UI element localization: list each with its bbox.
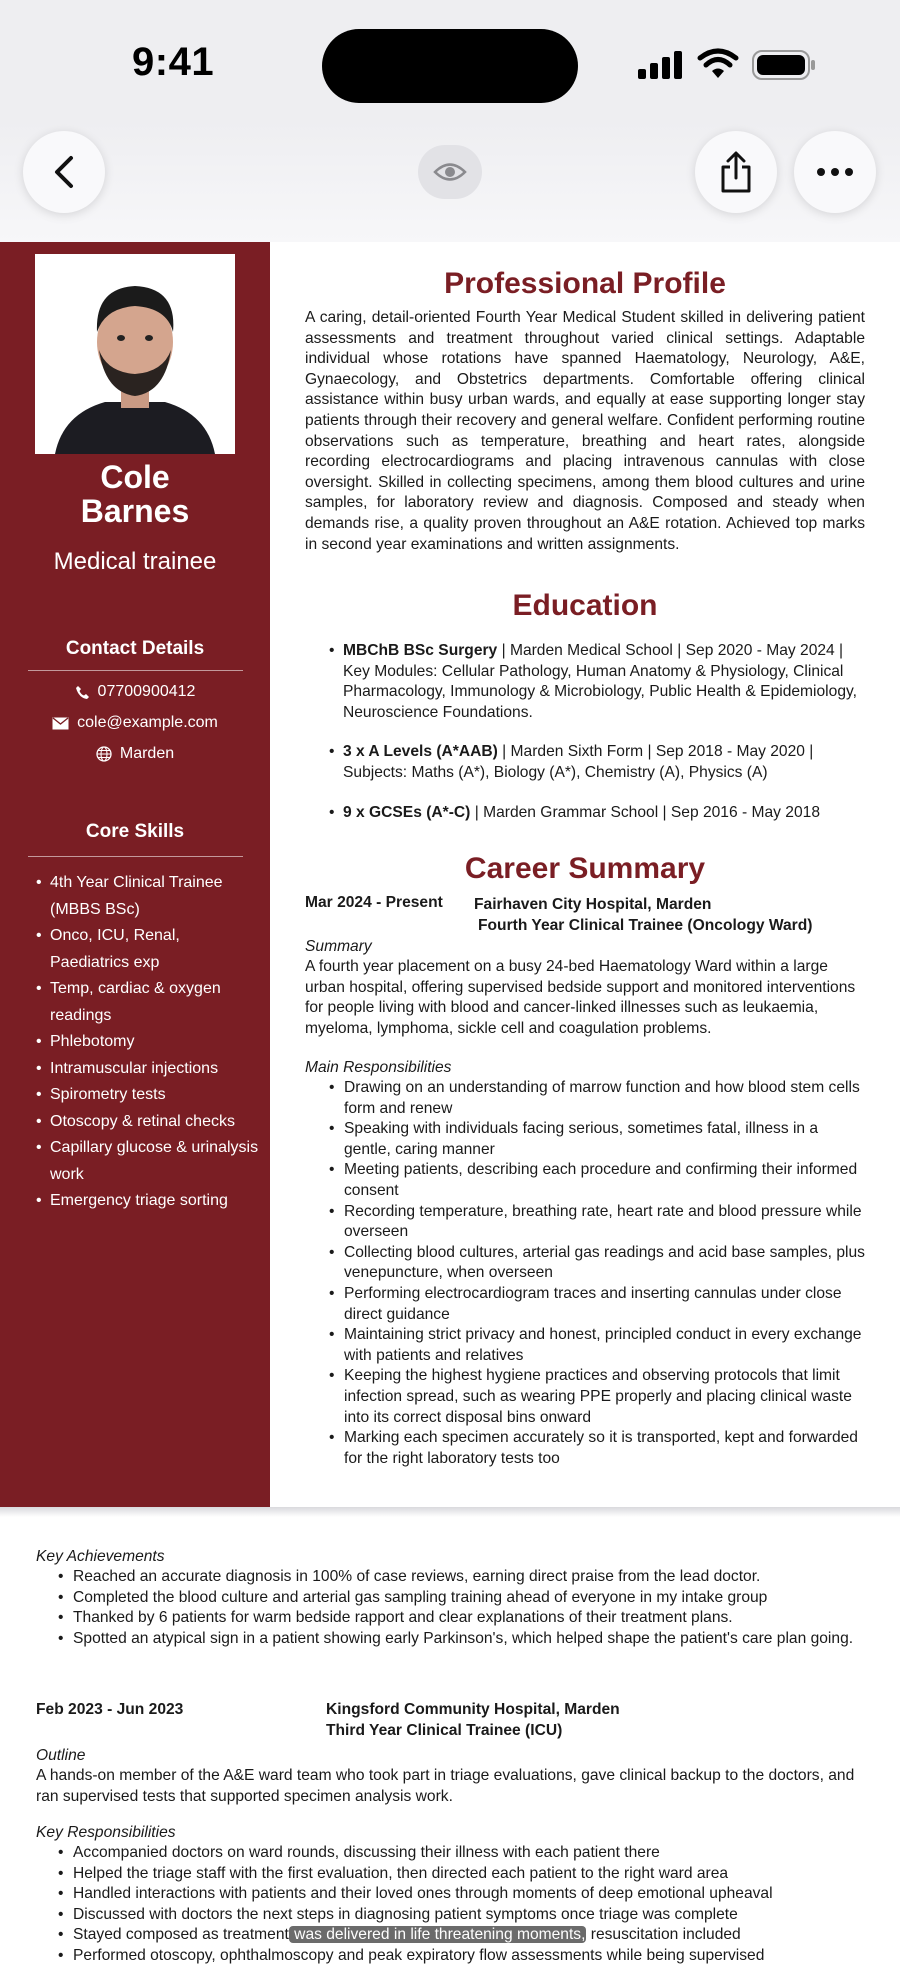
summary-label: Summary: [305, 938, 372, 955]
degree: 3 x A Levels (A*AAB): [343, 743, 498, 761]
ellipsis-icon: [816, 167, 854, 177]
skill-item: • Intramuscular injections: [36, 1056, 261, 1083]
wifi-icon: [698, 50, 738, 80]
contact-email: [0, 714, 270, 732]
status-time: 9:41: [132, 40, 215, 84]
responsibility-item: • Speaking with individuals facing serious, sometimes fatal, illness in a gentle, caring manner: [329, 1119, 865, 1160]
responsibility-item: • Keeping the highest hygiene practices and observing protocols that limit infection spread, such as wearing PPE properly and placing clinical waste into its correct disposal bins onward: [329, 1366, 865, 1428]
education-item: [325, 803, 865, 824]
phone-number: 07700900412: [97, 683, 196, 700]
battery-icon: [752, 50, 816, 80]
job-employer: Kingsford Community Hospital, Marden: [326, 1701, 620, 1718]
globe-icon: [96, 746, 112, 762]
skill-item: • Phlebotomy: [36, 1029, 261, 1056]
first-name: Cole: [100, 459, 170, 495]
degree: 9 x GCSEs (A*-C): [343, 803, 471, 821]
job-summary: A fourth year placement on a busy 24-bed Haematology Ward within a large urban hospital, offering supervised bedside support and monitored interventions for people living with blood and cancer-linked illnesses such as leukaemia, myeloma, lymphoma, sickle cell and coagulation problems.: [305, 958, 856, 1037]
responsibility-item: • Discussed with doctors the next steps in diagnosing patient symptoms once triage was complete: [58, 1905, 866, 1926]
view-mode-button[interactable]: [418, 145, 482, 199]
skill-item: • Temp, cardiac & oxygen readings: [36, 976, 261, 1029]
skill-item: • 4th Year Clinical Trainee (MBBS BSc): [36, 870, 261, 923]
education-item: [325, 641, 865, 723]
skill-item: • Onco, ICU, Renal, Paediatrics exp: [36, 923, 261, 976]
document-page: [0, 242, 900, 1964]
contact-phone: [0, 683, 270, 701]
email-address: cole@example.com: [77, 714, 218, 731]
share-button[interactable]: [695, 131, 777, 213]
education-item: [325, 742, 865, 783]
responsibility-item: • Accompanied doctors on ward rounds, discussing their illness with each patient there: [58, 1843, 866, 1864]
responsibility-text: Stayed composed as treatment: [73, 1926, 289, 1944]
back-button[interactable]: [23, 131, 105, 213]
responsibility-item: • Recording temperature, breathing rate, heart rate and blood pressure while overseen: [329, 1202, 865, 1243]
education-heading: Education: [512, 589, 658, 622]
job-position: Third Year Clinical Trainee (ICU): [326, 1722, 563, 1739]
achievement-item: • Spotted an atypical sign in a patient showing early Parkinson's, which helped shape the patient's care plan going.: [58, 1629, 866, 1650]
text-selection-highlight[interactable]: was delivered in life threatening moments,: [289, 1926, 586, 1944]
responsibility-text: resuscitation included: [586, 1926, 741, 1944]
responsibility-item: • Performed otoscopy, ophthalmoscopy and peak expiratory flow assessments while being supervised: [58, 1946, 866, 1967]
skill-item: • Capillary glucose & urinalysis work: [36, 1135, 261, 1188]
contact-heading: Contact Details: [65, 638, 205, 659]
education-detail: | Marden Sixth Form | Sep 2018 - May 2020 | Subjects: Maths (A*), Biology (A*), Chemistry (A), Physics (A): [343, 743, 814, 781]
degree: MBChB BSc Surgery: [343, 642, 498, 659]
eye-icon: [433, 161, 467, 183]
job-position: Fourth Year Clinical Trainee (Oncology Ward): [478, 917, 813, 934]
page-break: [0, 1507, 900, 1517]
job-dates: Feb 2023 - Jun 2023: [36, 1701, 184, 1718]
phone-icon: [75, 685, 90, 700]
responsibilities-list: [58, 1843, 866, 1967]
skill-item: • Emergency triage sorting: [36, 1188, 261, 1215]
responsibility-item: • Handled interactions with patients and their loved ones through moments of deep emotional upheaval: [58, 1884, 866, 1905]
achievements-list: [58, 1567, 866, 1649]
responsibilities-label: Key Responsibilities: [36, 1824, 176, 1841]
education-detail: | Marden Medical School | Sep 2020 - May 2024 | Key Modules: Cellular Pathology, Human Anatomy & Physiology, Clinical Pharmacology, Immunology & Microbiology, Public Health & Epidemiology, Neuroscience Foundations.: [343, 642, 857, 721]
achievement-item: • Completed the blood culture and arterial gas sampling training ahead of everyone in my intake group: [58, 1588, 866, 1609]
achievements-label: Key Achievements: [36, 1548, 165, 1565]
education-detail: | Marden Grammar School | Sep 2016 - May 2018: [470, 803, 820, 821]
profile-photo: [35, 254, 235, 454]
cellular-signal-icon: [638, 51, 684, 79]
responsibility-item: • Performing electrocardiogram traces and inserting cannulas under close direct guidance: [329, 1284, 865, 1325]
career-heading: Career Summary: [464, 852, 706, 885]
responsibilities-list: [329, 1078, 865, 1469]
last-name: Barnes: [80, 493, 190, 529]
status-bar: [0, 0, 900, 120]
responsibility-item: • Collecting blood cultures, arterial gas readings and acid base samples, plus venepuncture, when overseen: [329, 1243, 865, 1284]
skills-heading: Core Skills: [85, 821, 185, 842]
responsibility-item: [58, 1925, 866, 1946]
profile-text: A caring, detail-oriented Fourth Year Medical Student skilled in delivering patient assessments and treatment throughout varied clinical settings. Adaptable individual whose rotations have spanned Haematology, Neurology, A&E, Gynaecology, and Obstetrics departments. Comfortable offering clinical assistance within busy urban wards, and equally at ease supporting longer stay patients through their recovery and general welfare. Confident performing routine observations such as temperature, breathing and heart rates, alongside recording electrocardiograms and placing intravenous cannulas with close oversight. Skilled in collecting specimens, among them blood cultures and urine samples, for laboratory review and diagnosis. Composed and steady when demands rise, a quality proven throughout an A&E rotation. Achieved top marks in second year examinations and written assignments.: [305, 309, 865, 553]
divider: [28, 670, 243, 671]
status-icons: [638, 50, 816, 80]
responsibility-item: • Marking each specimen accurately so it is transported, kept and forwarded for the right laboratory tests too: [329, 1428, 865, 1469]
divider: [28, 856, 243, 857]
contact-location: [0, 745, 270, 763]
share-icon: [719, 151, 753, 193]
achievement-item: • Thanked by 6 patients for warm bedside rapport and clear explanations of their treatment plans.: [58, 1608, 866, 1629]
candidate-name: [0, 460, 270, 528]
skills-list: [36, 870, 261, 1215]
responsibilities-label: Main Responsibilities: [305, 1059, 452, 1076]
responsibility-item: • Helped the triage staff with the first evaluation, then directed each patient to the right ward area: [58, 1864, 866, 1885]
skill-item: • Otoscopy & retinal checks: [36, 1109, 261, 1136]
outline-label: Outline: [36, 1747, 86, 1764]
responsibility-item: • Drawing on an understanding of marrow function and how blood stem cells form and renew: [329, 1078, 865, 1119]
job-outline: A hands-on member of the A&E ward team who took part in triage evaluations, gave clinical backup to the doctors, and ran supervised tests that supported specimen analysis work.: [36, 1767, 855, 1805]
achievement-item: • Reached an accurate diagnosis in 100% of case reviews, earning direct praise from the lead doctor.: [58, 1567, 866, 1588]
skill-item: • Spirometry tests: [36, 1082, 261, 1109]
chevron-left-icon: [51, 155, 77, 189]
candidate-title: Medical trainee: [53, 548, 217, 575]
location-text: Marden: [119, 745, 175, 762]
job-dates: Mar 2024 - Present: [305, 894, 443, 911]
envelope-icon: [52, 717, 69, 730]
dynamic-island: [322, 29, 578, 103]
resume-sidebar: [0, 242, 270, 1507]
education-list: [325, 641, 865, 842]
responsibility-item: • Maintaining strict privacy and honest, principled conduct in every exchange with patients and relatives: [329, 1325, 865, 1366]
profile-heading: Professional Profile: [444, 267, 726, 300]
responsibility-item: • Meeting patients, describing each procedure and confirming their informed consent: [329, 1160, 865, 1201]
job-employer: Fairhaven City Hospital, Marden: [474, 896, 712, 913]
more-options-button[interactable]: [794, 131, 876, 213]
